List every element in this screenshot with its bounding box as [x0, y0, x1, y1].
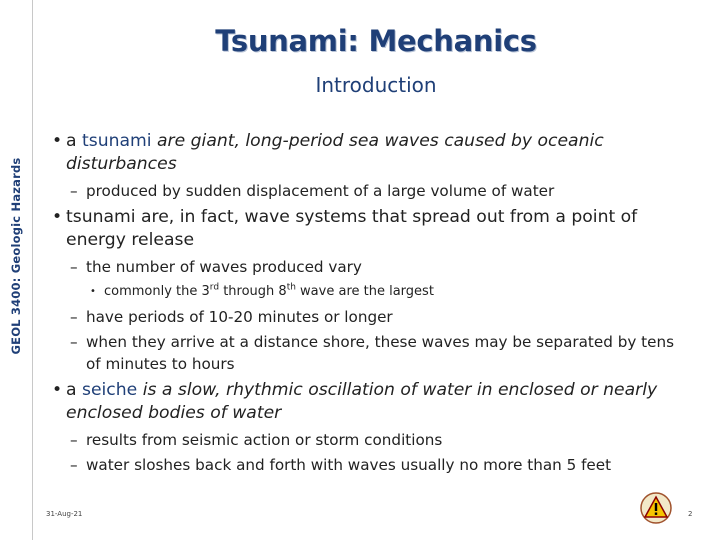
sub-bullet-text: when they arrive at a distance shore, these waves may be separated by tens of minutes to hours	[86, 333, 674, 373]
term-seiche: seiche	[82, 380, 138, 400]
sub-bullet-text: water sloshes back and forth with waves usually no more than 5 feet	[86, 456, 612, 474]
sub-bullet: – water sloshes back and forth with waves usually no more than 5 feet	[70, 456, 612, 474]
bullet-tsunami: • a tsunami are giant, long-period sea waves caused by oceanic disturbances	[50, 130, 690, 176]
slide-title: Tsunami: Mechanics	[215, 24, 537, 58]
bullet-wave-systems-text: tsunami are, in fact, wave systems that spread out from a point of energy release	[66, 207, 638, 250]
sub-sub-bullet: • commonly the 3rd through 8th wave are the largest	[50, 281, 690, 303]
footer-date: 31-Aug-21	[46, 510, 83, 518]
sub-bullet-text: have periods of 10-20 minutes or longer	[86, 308, 393, 326]
bullet-seiche: • a seiche is a slow, rhythmic oscillation of water in enclosed or nearly enclosed bodies of water	[50, 379, 690, 425]
sub-bullet-text: produced by sudden displacement of a large volume of water	[86, 182, 555, 200]
bullet-seiche-text: is a slow, rhythmic oscillation of water in enclosed or nearly enclosed bodies of water	[66, 380, 658, 423]
sub-bullet: – the number of waves produced vary	[70, 258, 362, 276]
sub-bullet: – have periods of 10-20 minutes or longer	[70, 308, 393, 326]
bullet-wave-systems	[50, 206, 690, 252]
sub-bullet: – when they arrive at a distance shore, these waves may be separated by tens of minutes to hours	[70, 333, 674, 373]
sub-bullet: – results from seismic action or storm conditions	[70, 431, 443, 449]
bullet-tsunami-text: are giant, long-period sea waves caused by oceanic disturbances	[66, 131, 604, 174]
slide-content	[50, 130, 690, 479]
sub-bullet-text: results from seismic action or storm conditions	[86, 431, 443, 449]
term-tsunami: tsunami	[82, 131, 152, 151]
sub-bullet-text: the number of waves produced vary	[86, 258, 362, 276]
sub-bullet: – produced by sudden displacement of a large volume of water	[70, 182, 555, 200]
sidebar	[0, 0, 33, 540]
slide-subtitle: Introduction	[315, 73, 437, 97]
hazard-warning-icon	[636, 490, 676, 526]
course-label: GEOL 3400: Geologic Hazards	[9, 157, 23, 355]
page-number: 2	[688, 510, 693, 518]
